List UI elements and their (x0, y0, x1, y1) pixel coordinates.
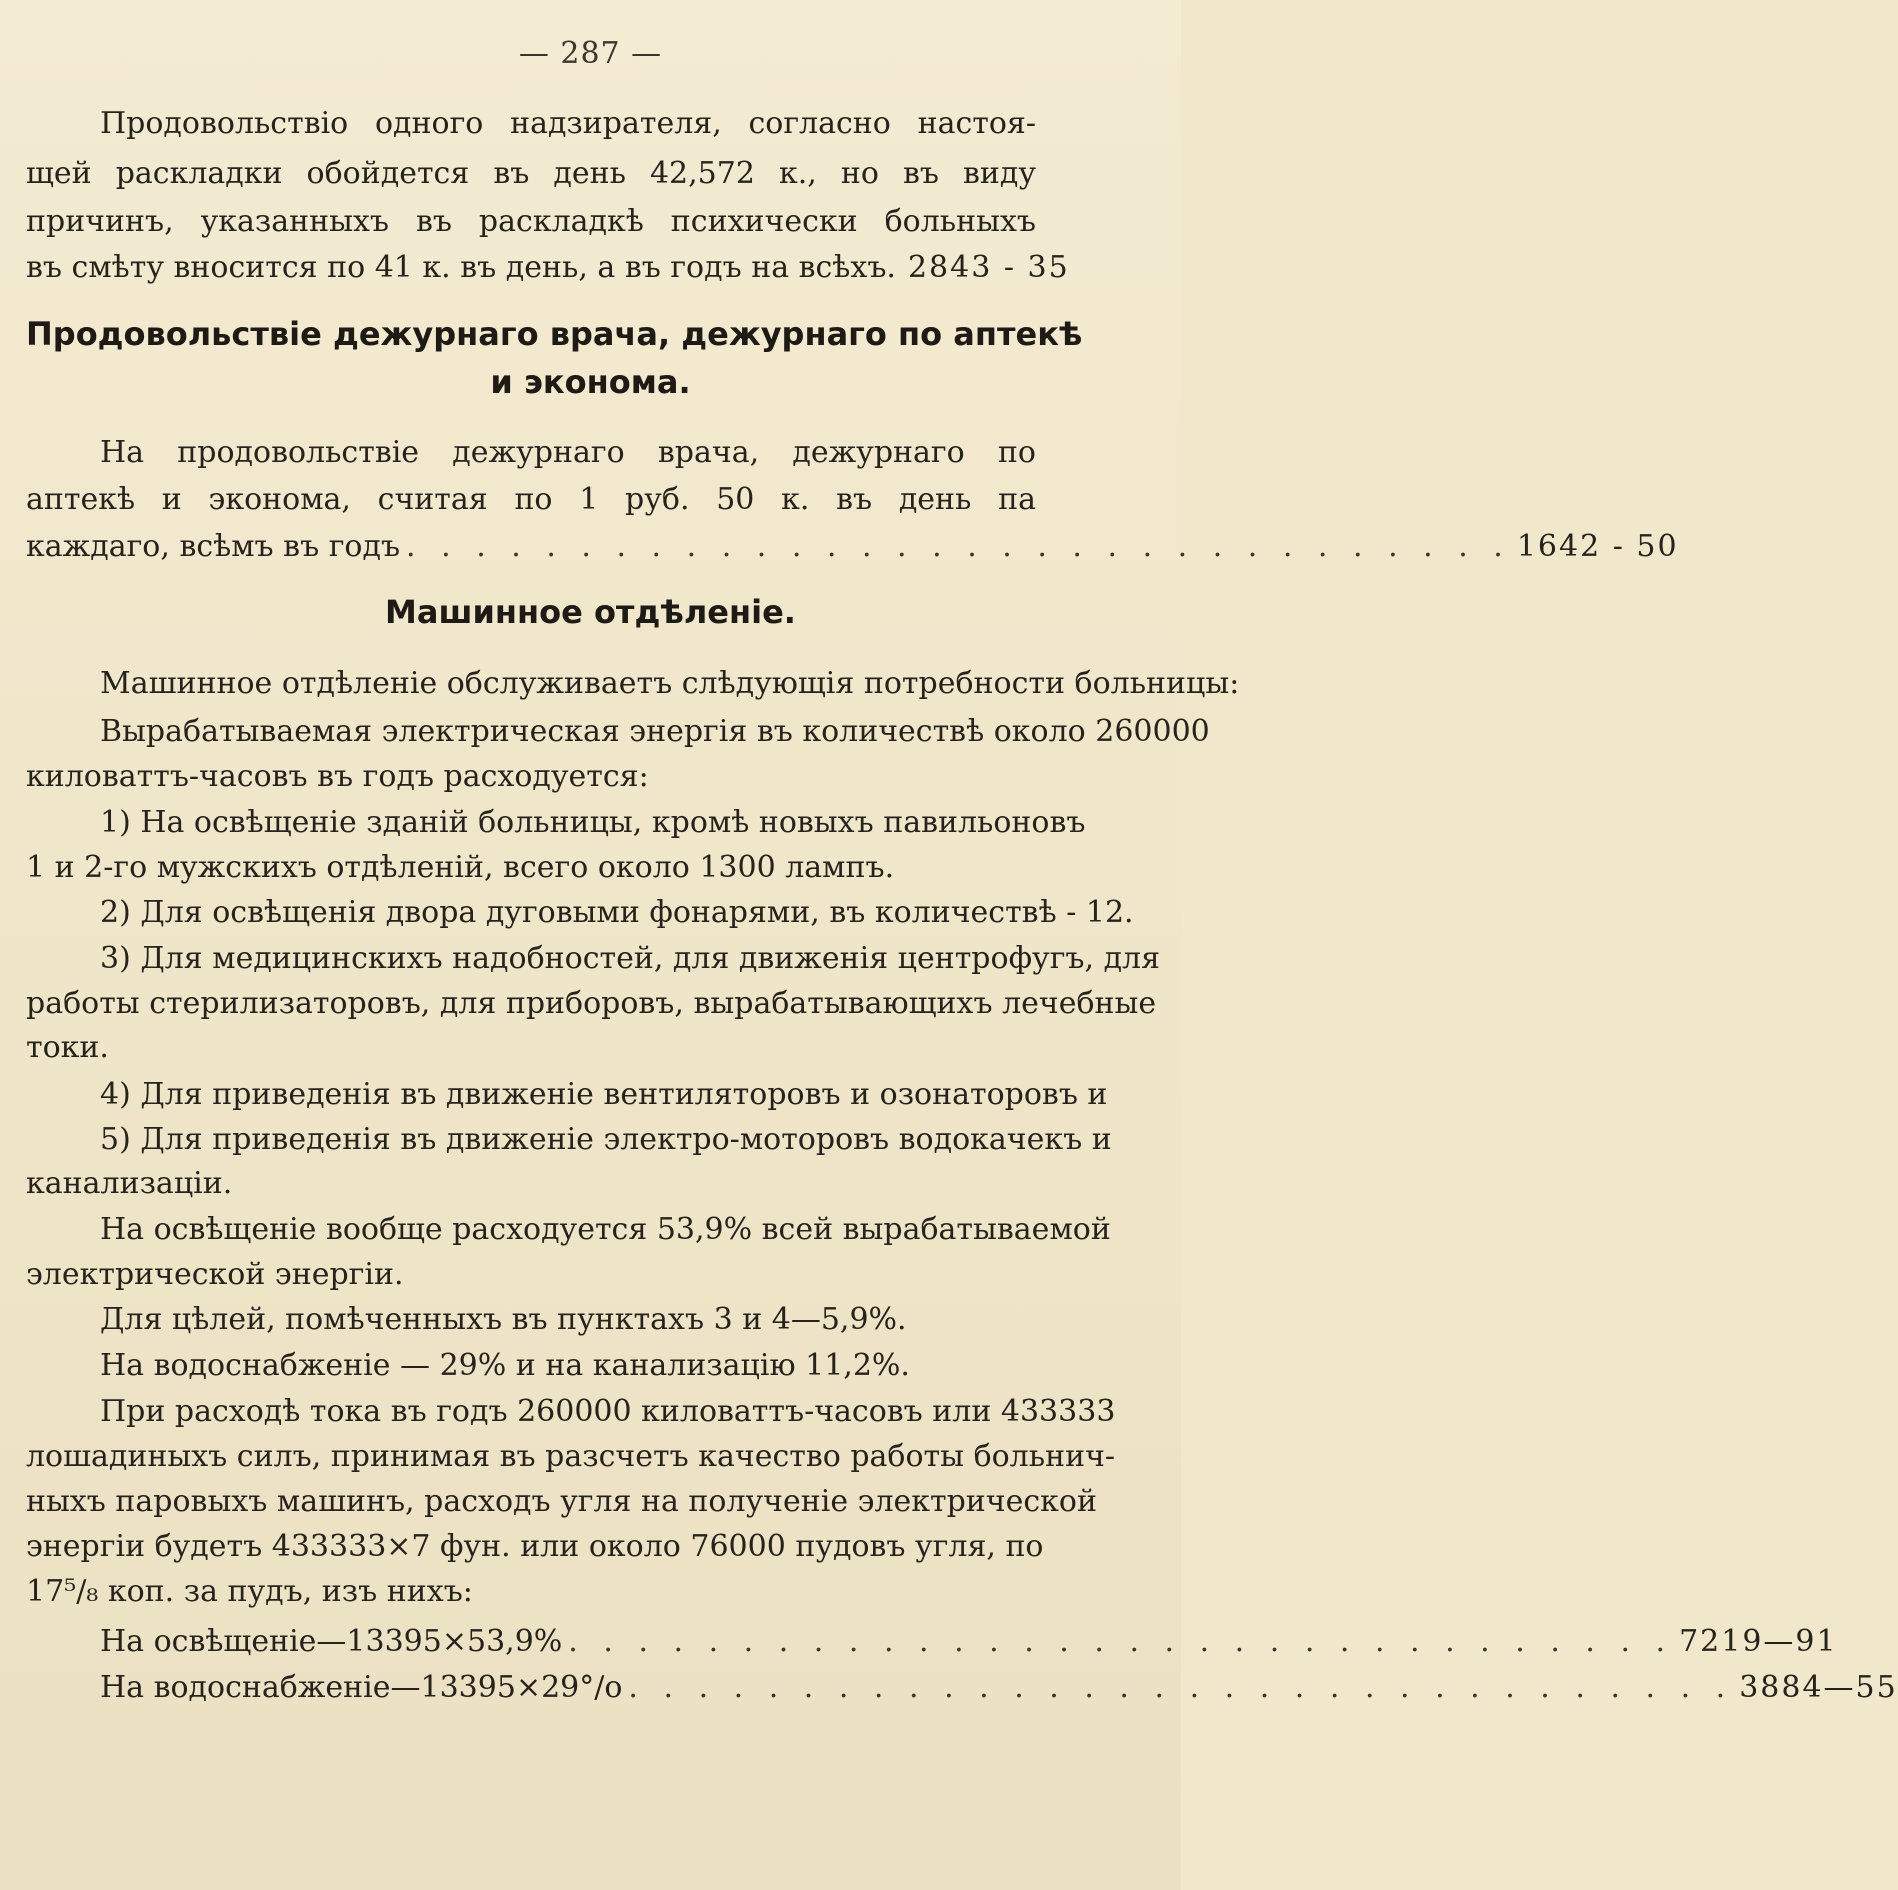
ledger-line (26, 248, 1070, 288)
ledger-amount: 7219—91 (1679, 1624, 1838, 1659)
text-line: токи. (26, 1030, 109, 1065)
text-line: канализаціи. (26, 1166, 233, 1201)
section-heading: Машинное отдѣленіе. (385, 593, 796, 631)
page-number: — 287 — (518, 36, 663, 71)
section-heading-cont: и эконома. (490, 363, 691, 401)
section-heading: Продовольствіе дежурнаго врача, дежурнаго по аптекѣ (26, 315, 1083, 353)
list-item: 2) Для освѣщенія двора дуговыми фонарями, въ количествѣ - 12. (100, 895, 1134, 930)
text-line: киловаттъ-часовъ въ годъ расходуется: (26, 759, 649, 794)
text-line: При расходѣ тока въ годъ 260000 киловаттъ-часовъ или 433333 (100, 1394, 1116, 1429)
text-line: ныхъ паровыхъ машинъ, расходъ угля на полученіе электрической (26, 1484, 1097, 1519)
text-line: 17⁵/₈ коп. за пудъ, изъ нихъ: (26, 1574, 473, 1609)
ledger-amount: 3884—55 (1739, 1670, 1898, 1705)
text-line: электрической энергіи. (26, 1257, 404, 1292)
text-line: причинъ, указанныхъ въ раскладкѣ психически больныхъ (26, 204, 1036, 239)
list-item: 1) На освѣщеніе зданій больницы, кромѣ новыхъ павильоновъ (100, 805, 1086, 840)
ledger-label: На освѣщеніе—13395×53,9% (100, 1624, 563, 1659)
ledger-label: въ смѣту вносится по 41 к. въ день, а въ годъ на всѣхъ. (26, 250, 896, 285)
text-line: Для цѣлей, помѣченныхъ въ пунктахъ 3 и 4—5,9%. (100, 1302, 907, 1337)
ledger-amount: 2843 - 35 (907, 250, 1070, 285)
text-line: работы стерилизаторовъ, для приборовъ, вырабатывающихъ лечебные (26, 986, 1157, 1021)
list-item: 4) Для приведенія въ движеніе вентиляторовъ и озонаторовъ и (100, 1077, 1108, 1112)
text-line: Продовольствіо одного надзирателя, согласно настоя- (100, 106, 1036, 141)
text-line: На водоснабженіе — 29% и на канализацію 11,2%. (100, 1348, 910, 1383)
ledger-label: На водоснабженіе—13395×29°/о (100, 1670, 623, 1705)
ledger-line: На освѣщеніе—13395×53,9% . . . . . . . . . . . . . . . . . . . . . . . . . . . . . . . . 7219—91 (100, 1622, 1036, 1662)
text-line: На продовольствіе дежурнаго врача, дежурнаго по (100, 435, 1036, 470)
text-line: энергіи будетъ 433333×7 фун. или около 76000 пудовъ угля, по (26, 1529, 1044, 1564)
text-line: аптекѣ и эконома, считая по 1 руб. 50 к. въ день па (26, 482, 1036, 517)
ledger-label: каждаго, всѣмъ въ годъ (26, 529, 401, 564)
list-item: 3) Для медицинскихъ надобностей, для движенія центрофугъ, для (100, 941, 1161, 976)
text-line: На освѣщеніе вообще расходуется 53,9% всей вырабатываемой (100, 1212, 1111, 1247)
ledger-line: На водоснабженіе—13395×29°/о . . . . . . . . . . . . . . . . . . . . . . . . . . . . . . . . 3884—55 (100, 1668, 1036, 1708)
text-line: 1 и 2-го мужскихъ отдѣленій, всего около 1300 лампъ. (26, 850, 895, 885)
text-line: лошадиныхъ силъ, принимая въ разсчетъ качество работы больнич- (26, 1439, 1116, 1474)
text-line: Машинное отдѣленіе обслуживаетъ слѣдующія потребности больницы: (100, 666, 1240, 701)
text-line: щей раскладки обойдется въ день 42,572 к., но въ виду (26, 156, 1036, 191)
list-item: 5) Для приведенія въ движеніе электро-моторовъ водокачекъ и (100, 1122, 1112, 1157)
ledger-line: каждаго, всѣмъ въ годъ . . . . . . . . . . . . . . . . . . . . . . . . . . . . . . . . 1642 - 50 (26, 527, 1036, 567)
text-line: Вырабатываемая электрическая энергія въ количествѣ около 260000 (100, 714, 1210, 749)
ledger-amount: 1642 - 50 (1516, 529, 1679, 564)
